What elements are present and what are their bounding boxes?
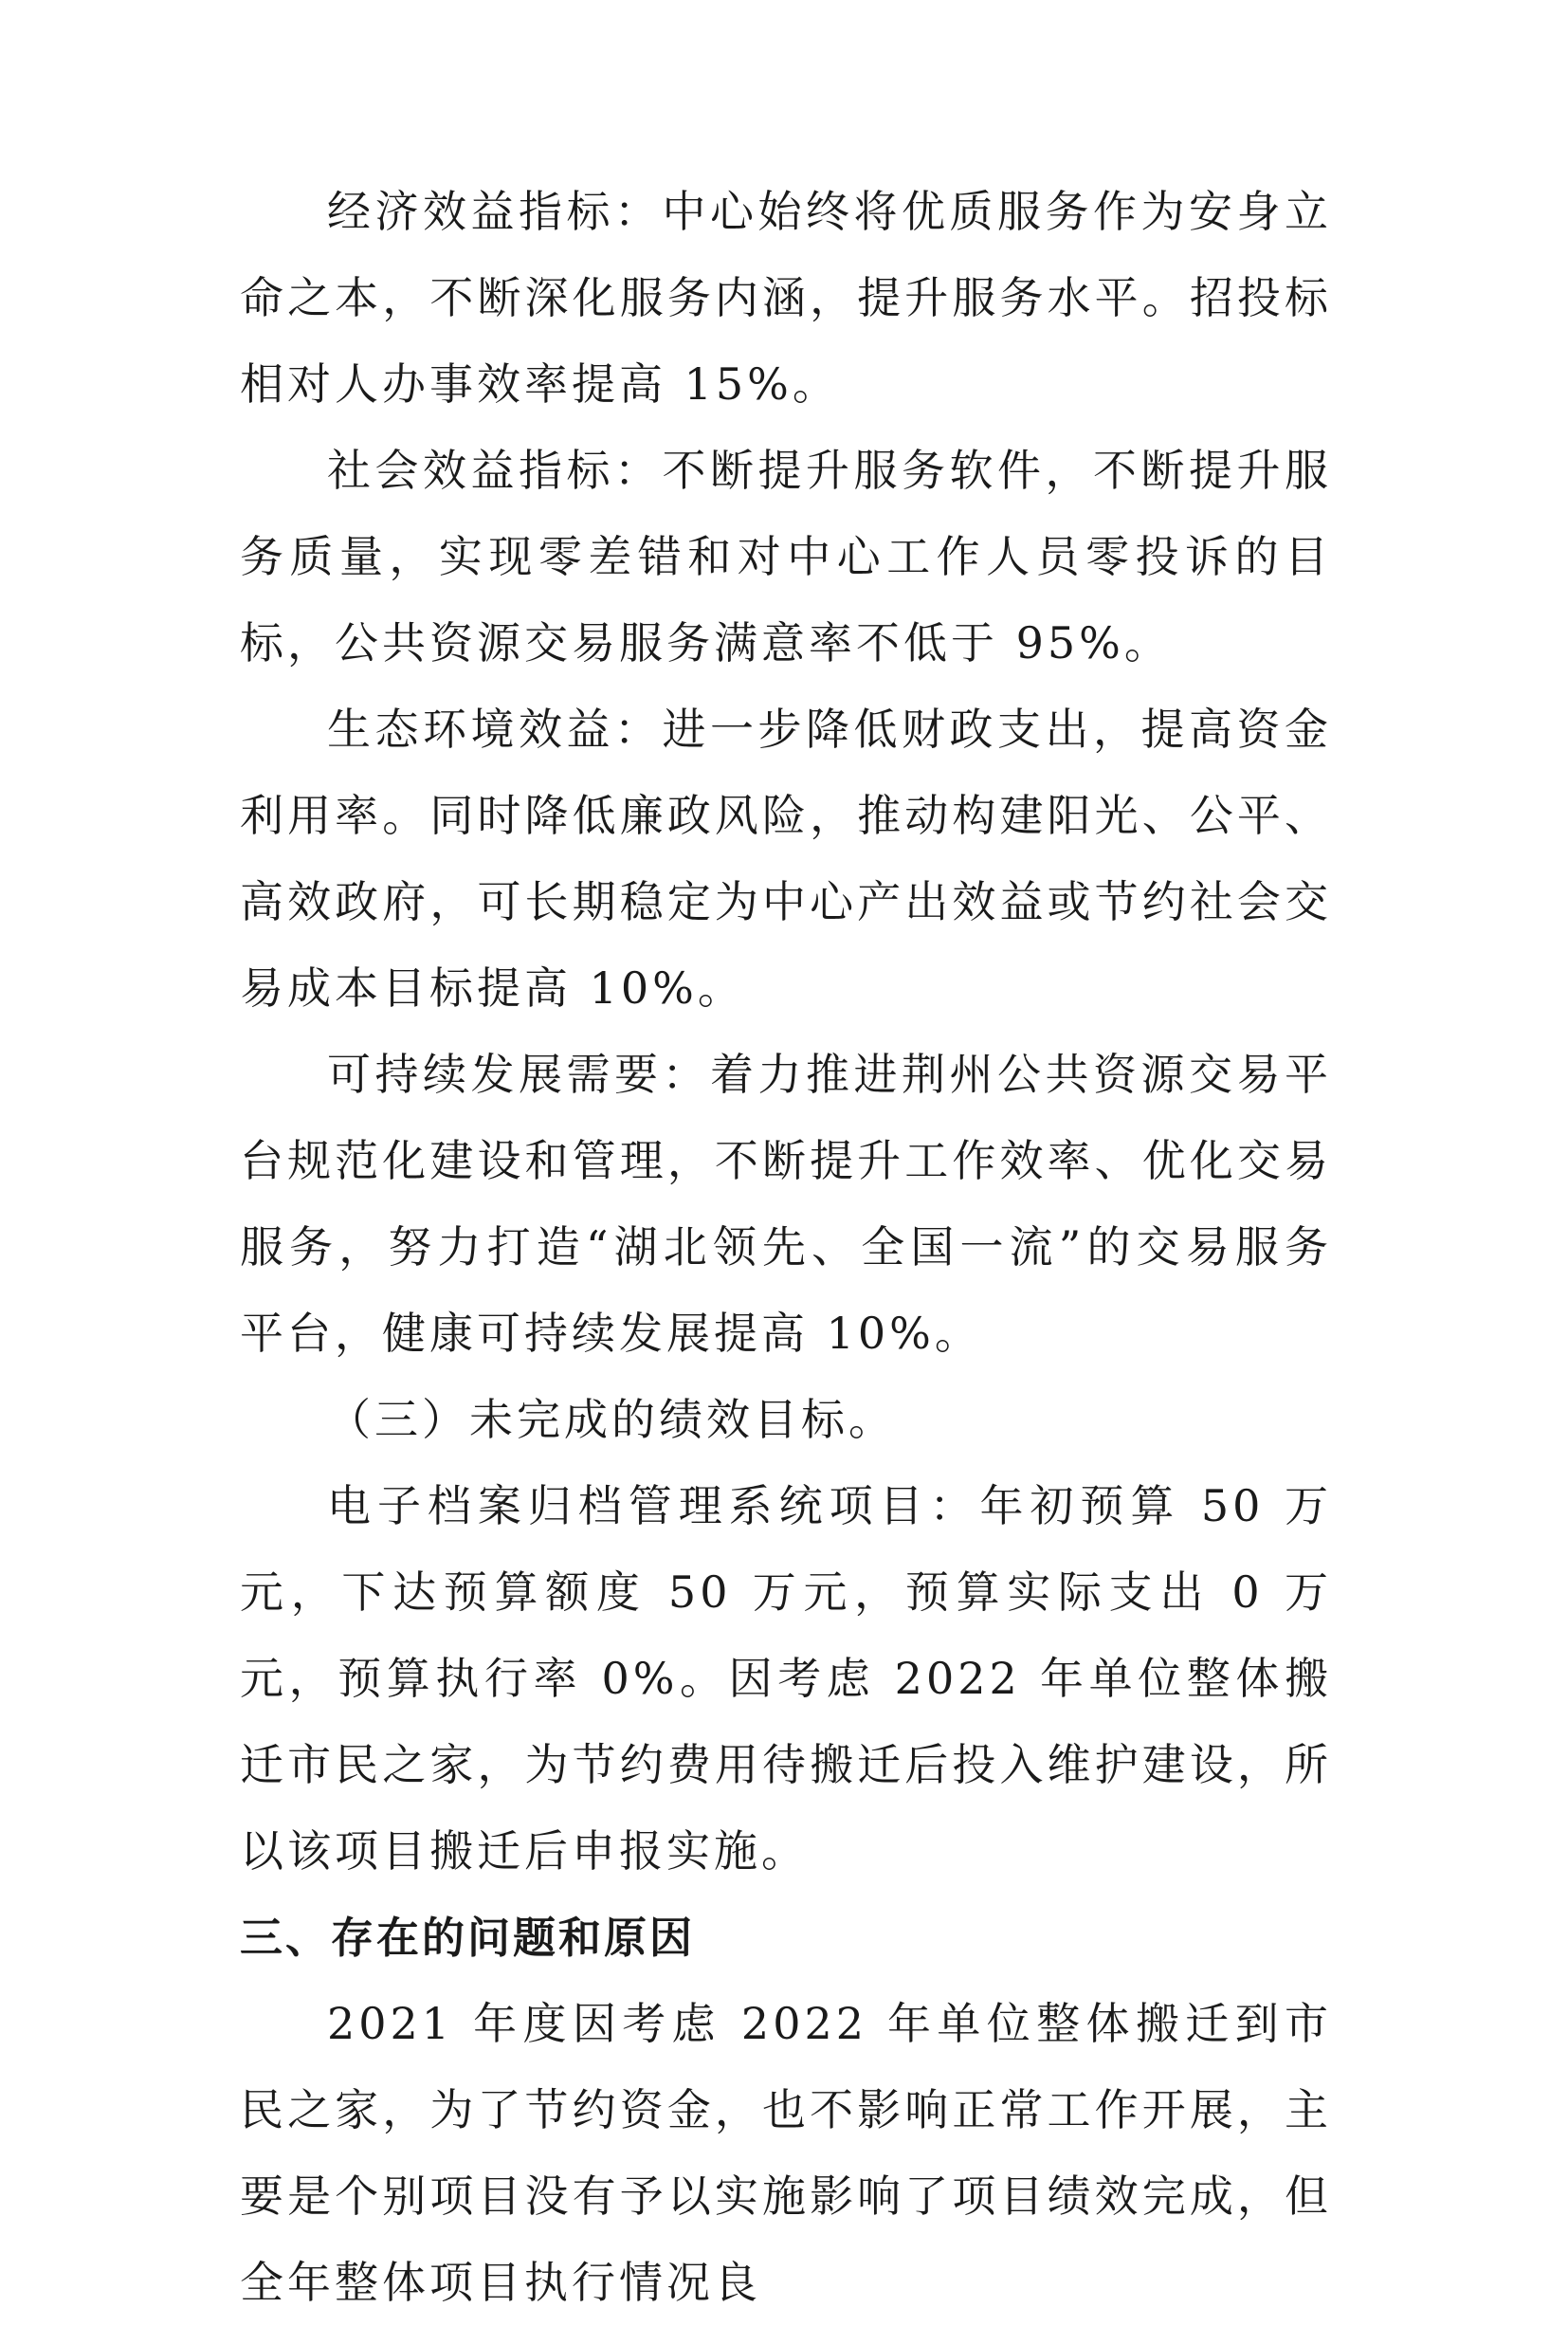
paragraph-ecological-benefit: 生态环境效益：进一步降低财政支出，提高资金利用率。同时降低廉政风险，推动构建阳光、公平、高效政府，可长期稳定为中心产出效益或节约社会交易成本目标提高 10%。 [240,704,1332,1014]
paragraph-problems: 2021 年度因考虑 2022 年单位整体搬迁到市民之家，为了节约资金，也不影响正常工作开展，主要是个别项目没有予以实施影响了项目绩效完成，但全年整体项目执行情况良 [240,1998,1332,2308]
paragraph-economic-benefit: 经济效益指标：中心始终将优质服务作为安身立命之本，不断深化服务内涵，提升服务水平。招投标相对人办事效率提高 15%。 [240,186,1332,410]
document-body [240,169,1332,2326]
paragraph-archive-project: 电子档案归档管理系统项目：年初预算 50 万元，下达预算额度 50 万元，预算实际支出 0 万元，预算执行率 0%。因考虑 2022 年单位整体搬迁市民之家，为节约费用待搬迁后投入维护建设，所以该项目搬迁后申报实施。 [240,1480,1332,1877]
heading-unfinished-goals: （三）未完成的绩效目标。 [327,1394,896,1445]
section-title-problems: 三、存在的问题和原因 [240,1913,696,1963]
paragraph-social-benefit: 社会效益指标：不断提升服务软件，不断提升服务质量，实现零差错和对中心工作人员零投诉的目标，公共资源交易服务满意率不低于 95%。 [240,445,1332,668]
paragraph-sustainable-development: 可持续发展需要：着力推进荆州公共资源交易平台规范化建设和管理，不断提升工作效率、优化交易服务，努力打造“湖北领先、全国一流”的交易服务平台，健康可持续发展提高 10%。 [240,1049,1332,1359]
